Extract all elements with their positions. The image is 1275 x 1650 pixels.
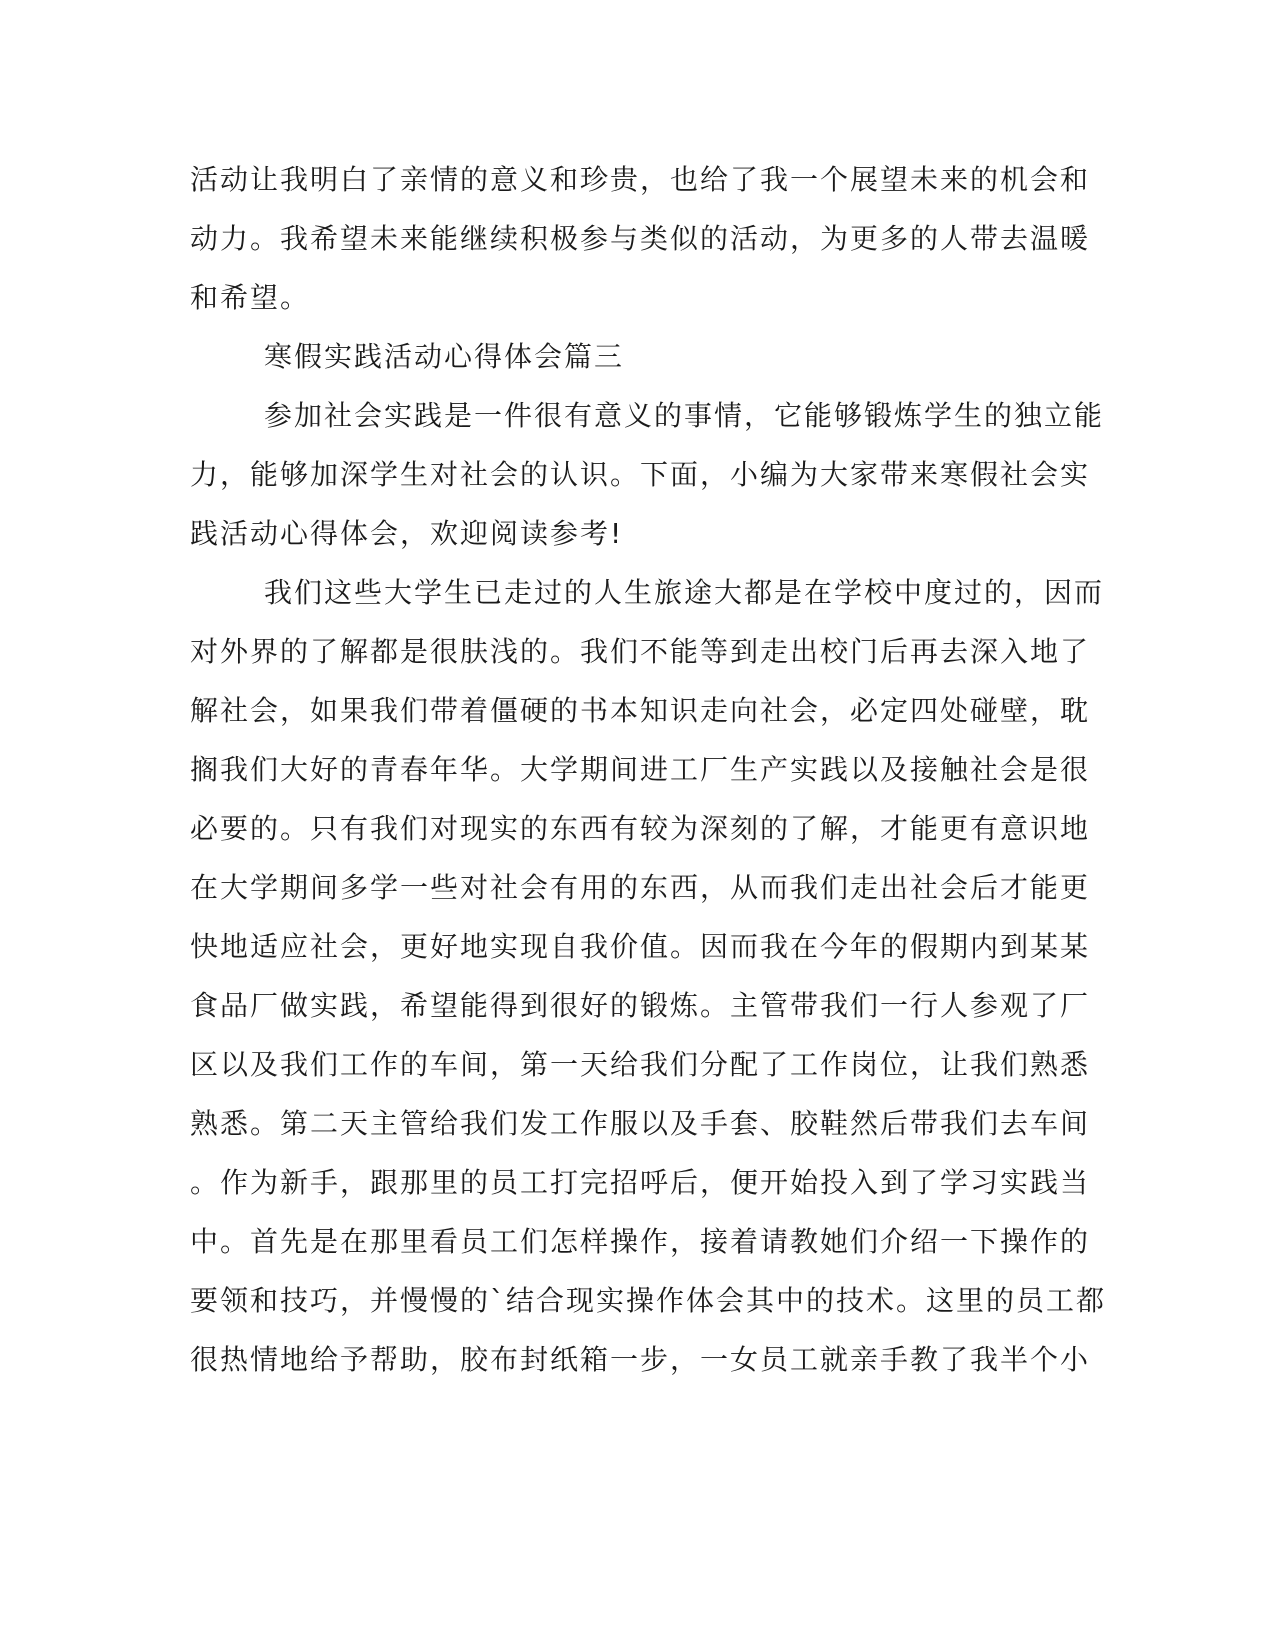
text-line-8: 我们这些大学生已走过的人生旅途大都是在学校中度过的，因而 <box>264 576 1105 609</box>
text-line-12: 必要的。只有我们对现实的东西有较为深刻的了解，才能更有意识地 <box>190 812 1091 845</box>
text-line-19: 中。首先是在那里看员工们怎样操作，接着请教她们介绍一下操作的 <box>190 1225 1091 1258</box>
text-line-21: 很热情地给予帮助，胶布封纸箱一步，一女员工就亲手教了我半个小 <box>190 1343 1091 1376</box>
text-line-6: 力，能够加深学生对社会的认识。下面，小编为大家带来寒假社会实 <box>190 458 1091 491</box>
text-line-9: 对外界的了解都是很肤浅的。我们不能等到走出校门后再去深入地了 <box>190 635 1091 668</box>
text-line-7: 践活动心得体会，欢迎阅读参考! <box>190 517 624 550</box>
text-line-11: 搁我们大好的青春年华。大学期间进工厂生产实践以及接触社会是很 <box>190 753 1091 786</box>
text-line-17: 熟悉。第二天主管给我们发工作服以及手套、胶鞋然后带我们去车间 <box>190 1107 1091 1140</box>
text-line-1: 活动让我明白了亲情的意义和珍贵，也给了我一个展望未来的机会和 <box>190 163 1091 196</box>
text-line-14: 快地适应社会，更好地实现自我价值。因而我在今年的假期内到某某 <box>190 930 1091 963</box>
text-line-3: 和希望。 <box>190 281 311 314</box>
text-line-15: 食品厂做实践，希望能得到很好的锻炼。主管带我们一行人参观了厂 <box>190 989 1091 1022</box>
text-line-10: 解社会，如果我们带着僵硬的书本知识走向社会，必定四处碰壁，耽 <box>190 694 1091 727</box>
section-heading: 寒假实践活动心得体会篇三 <box>264 340 625 373</box>
text-line-2: 动力。我希望未来能继续积极参与类似的活动，为更多的人带去温暖 <box>190 222 1091 255</box>
text-line-13: 在大学期间多学一些对社会有用的东西，从而我们走出社会后才能更 <box>190 871 1091 904</box>
text-line-20: 要领和技巧，并慢慢的`结合现实操作体会其中的技术。这里的员工都 <box>190 1284 1107 1317</box>
text-line-18: 。作为新手，跟那里的员工打完招呼后，便开始投入到了学习实践当 <box>190 1166 1091 1199</box>
text-line-16: 区以及我们工作的车间，第一天给我们分配了工作岗位，让我们熟悉 <box>190 1048 1091 1081</box>
text-line-5: 参加社会实践是一件很有意义的事情，它能够锻炼学生的独立能 <box>264 399 1105 432</box>
